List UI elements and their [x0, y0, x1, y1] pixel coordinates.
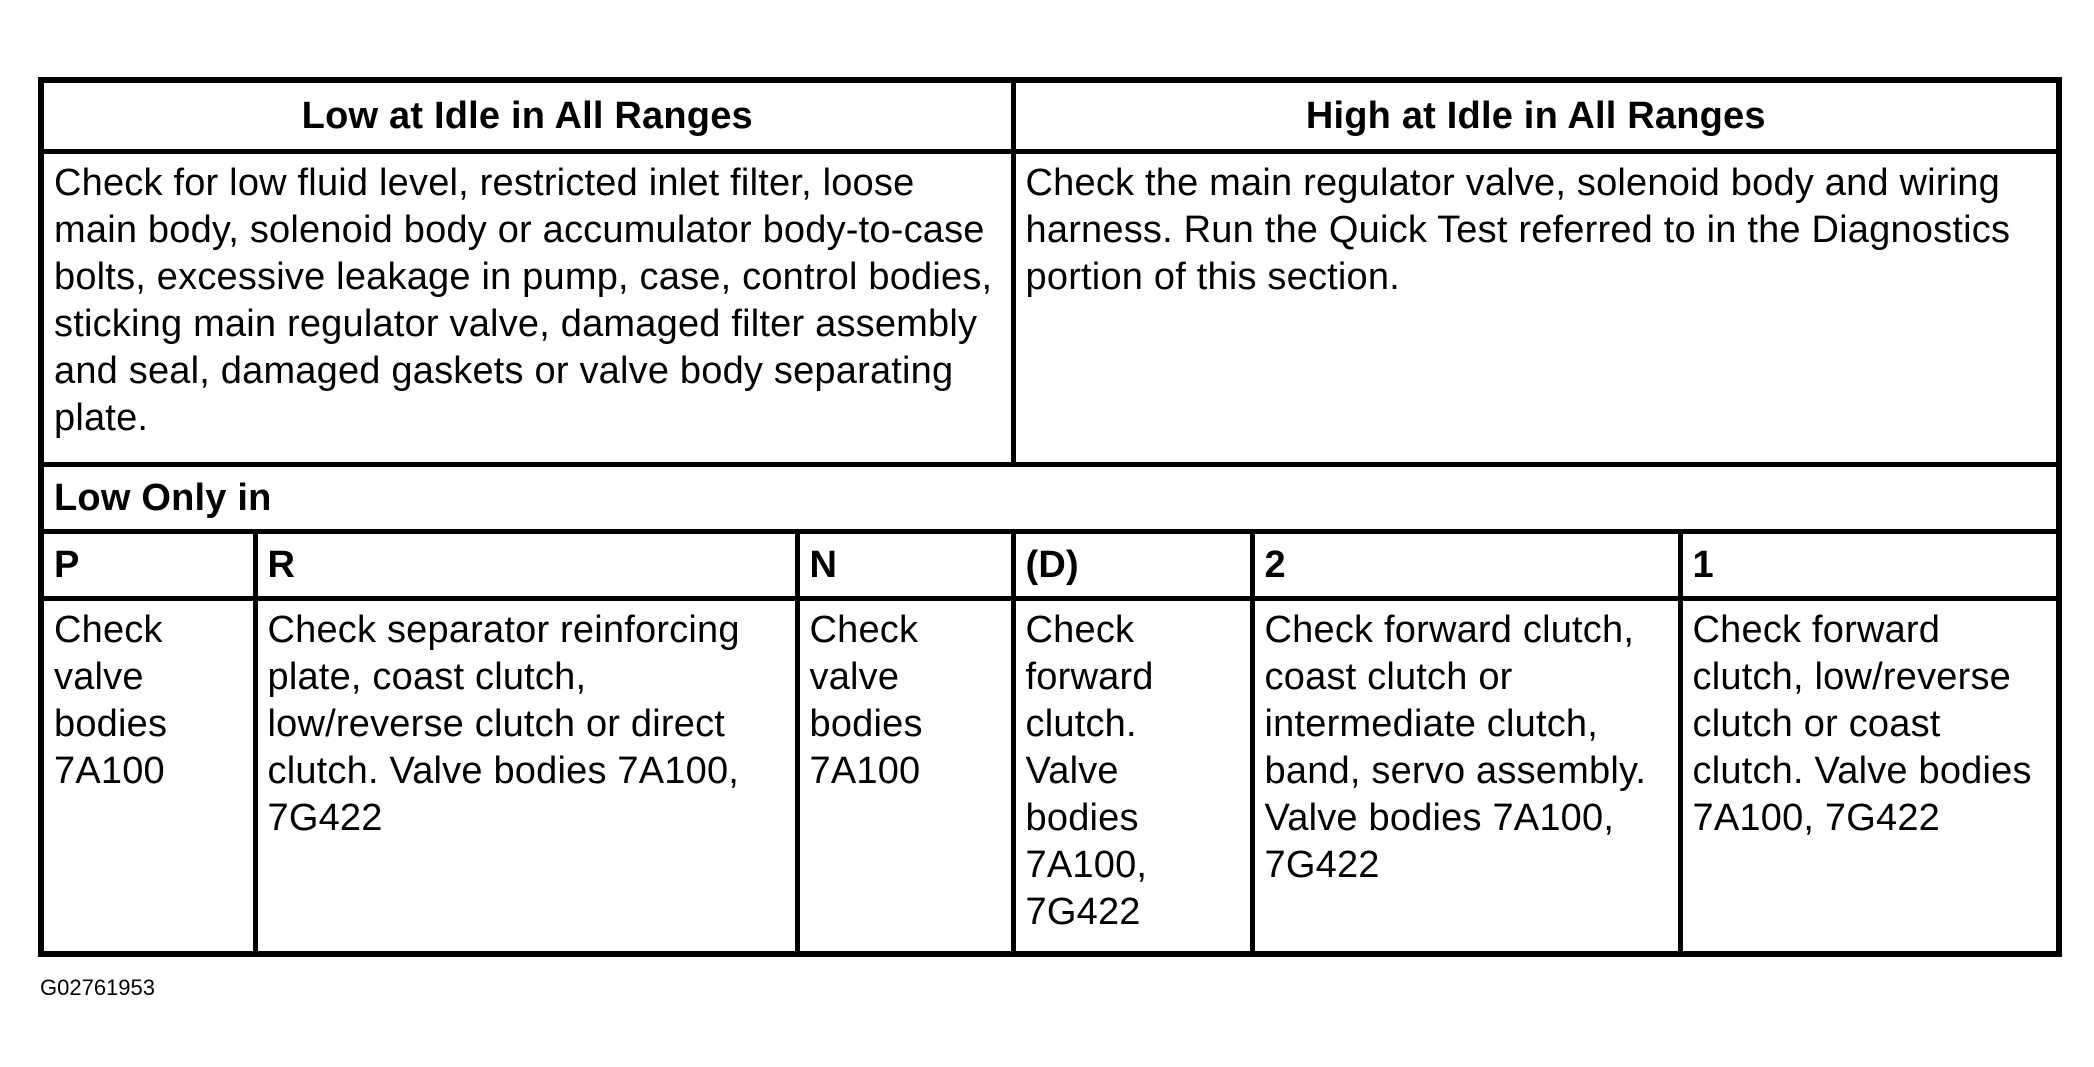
- range-label-r: R: [255, 532, 797, 599]
- range-text-2: Check forward clutch, coast clutch or intermediate clutch, band, servo assembly. Valve bodies 7A100, 7G422: [1252, 599, 1680, 955]
- range-text-row: [41, 599, 2059, 955]
- header-row: [41, 80, 2059, 152]
- range-label-p: P: [41, 532, 255, 599]
- range-text-1: Check forward clutch, low/reverse clutch or coast clutch. Valve bodies 7A100, 7G422: [1680, 599, 2059, 955]
- low-idle-header: Low at Idle in All Ranges: [41, 80, 1013, 152]
- section-row: [41, 465, 2059, 532]
- range-label-d: (D): [1013, 532, 1252, 599]
- range-label-1: 1: [1680, 532, 2059, 599]
- range-label-row: [41, 532, 2059, 599]
- range-label-2: 2: [1252, 532, 1680, 599]
- range-text-p: Check valve bodies 7A100: [41, 599, 255, 955]
- pressure-diagnosis-table: [38, 77, 2062, 957]
- high-idle-description: Check the main regulator valve, solenoid body and wiring harness. Run the Quick Test referred to in the Diagnostics portion of this section.: [1013, 152, 2059, 465]
- description-row: [41, 152, 2059, 465]
- range-label-n: N: [797, 532, 1013, 599]
- range-text-n: Check valve bodies 7A100: [797, 599, 1013, 955]
- low-idle-description: Check for low fluid level, restricted inlet filter, loose main body, solenoid body or accumulator body-to-case bolts, excessive leakage in pump, case, control bodies, sticking main regulator valve, damaged filter assembly and seal, damaged gaskets or valve body separating plate.: [41, 152, 1013, 465]
- range-text-r: Check separator reinforcing plate, coast clutch, low/reverse clutch or direct clutch. Valve bodies 7A100, 7G422: [255, 599, 797, 955]
- low-only-in-label: Low Only in: [41, 465, 2059, 532]
- high-idle-header: High at Idle in All Ranges: [1013, 80, 2059, 152]
- figure-id: G02761953: [40, 975, 155, 1000]
- range-text-d: Check forward clutch. Valve bodies 7A100, 7G422: [1013, 599, 1252, 955]
